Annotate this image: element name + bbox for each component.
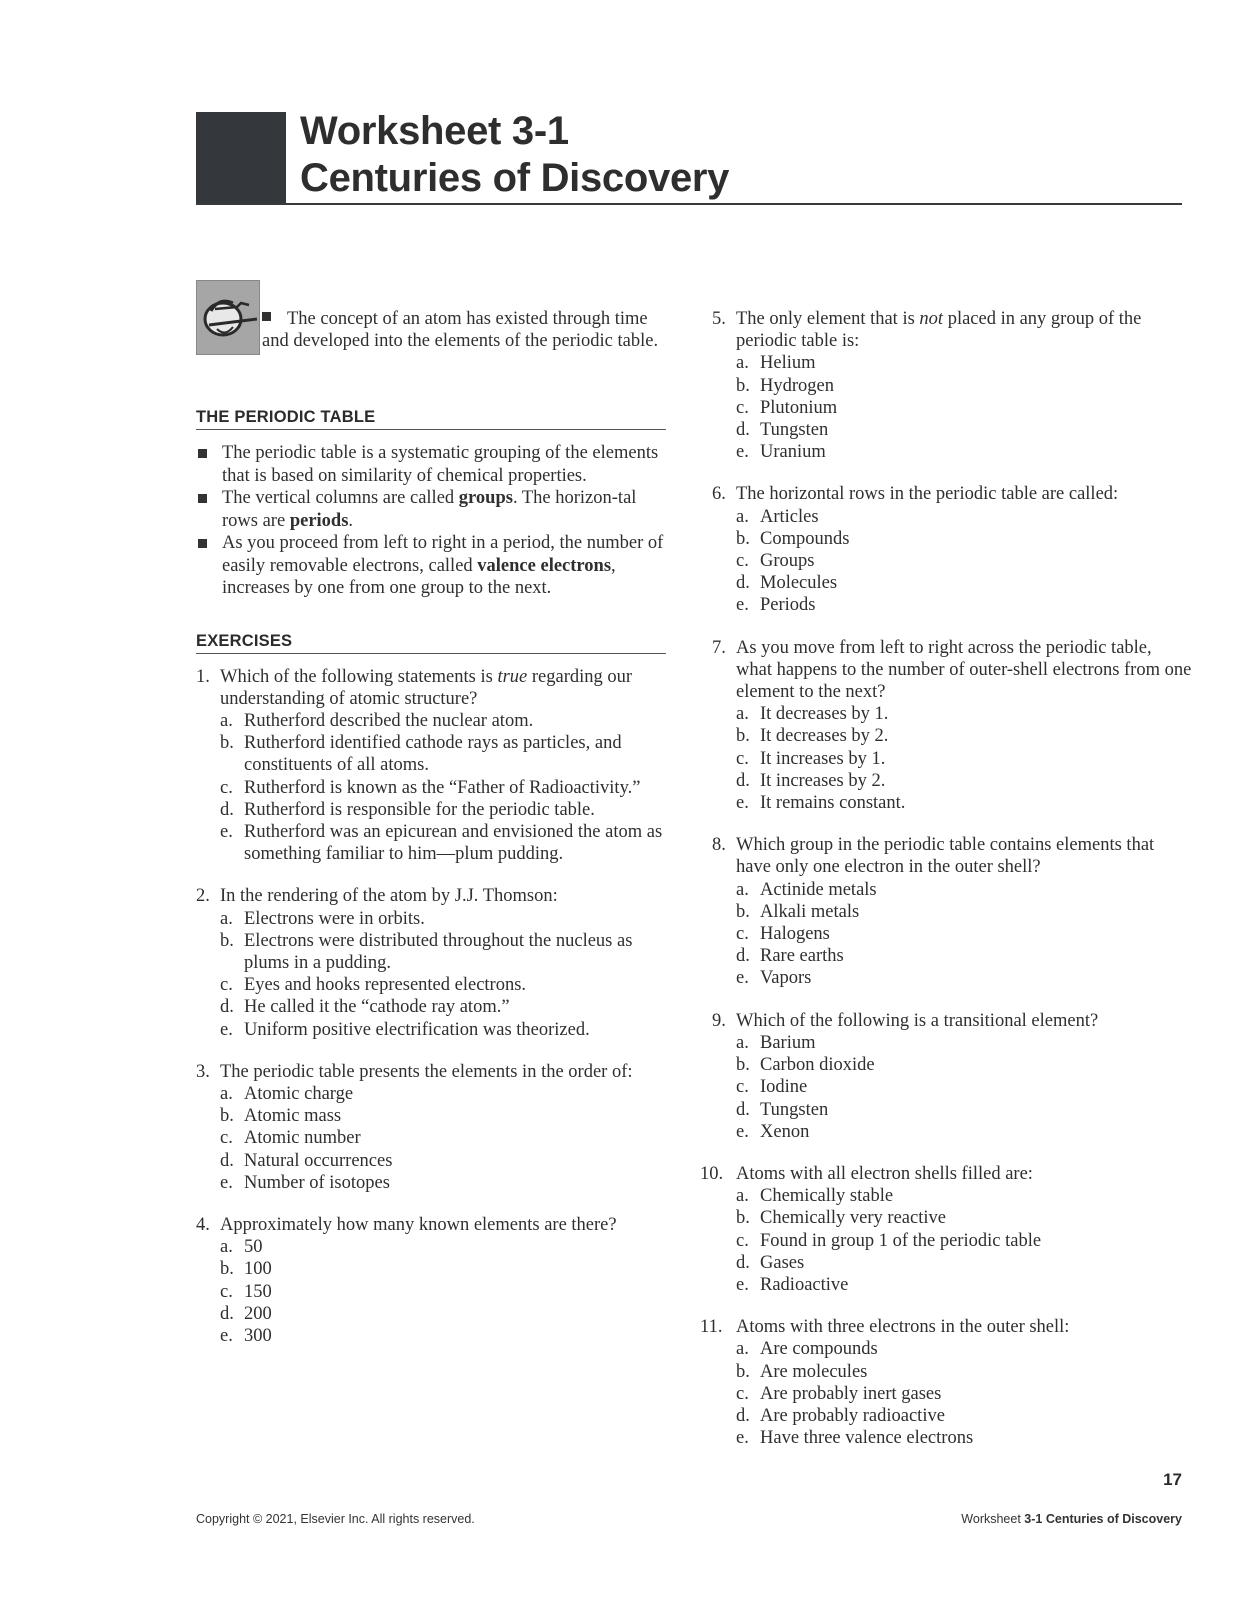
answer-option [736, 879, 1192, 901]
answer-option [220, 799, 666, 821]
answer-option [736, 1383, 1192, 1405]
answer-option [220, 777, 666, 799]
option-letter: c. [736, 397, 749, 418]
answer-option [736, 703, 1192, 725]
answer-option [736, 441, 1192, 463]
option-text: Rutherford identified cathode rays as particles, and constituents of all atoms. [244, 733, 622, 776]
question-9: 9. Which of the following is a transitional element? a. Barium b. Carbon dioxide c. Iodine d. Tungsten e. Xenon [712, 1010, 1192, 1143]
periodic-table-heading: THE PERIODIC TABLE [196, 408, 666, 430]
answer-option [220, 1303, 666, 1325]
option-text: It decreases by 1. [760, 704, 889, 725]
options-list [712, 703, 1192, 814]
option-letter: b. [736, 1361, 750, 1382]
answer-option [736, 1099, 1192, 1121]
option-text: Articles [760, 506, 819, 527]
option-text: It increases by 2. [760, 770, 886, 791]
option-text: Atomic number [244, 1128, 361, 1149]
answer-option [736, 1207, 1192, 1229]
header-rule [196, 203, 1182, 205]
answer-option [220, 1258, 666, 1280]
option-letter: e. [220, 821, 233, 842]
answer-option [736, 1405, 1192, 1427]
option-letter: c. [736, 551, 749, 572]
option-letter: c. [736, 924, 749, 945]
exercises-heading: EXERCISES [196, 632, 666, 654]
option-text: Periods [760, 595, 816, 616]
left-column [196, 280, 666, 1367]
options-list [712, 879, 1192, 990]
answer-option [736, 1054, 1192, 1076]
page-title [300, 108, 1180, 202]
option-letter: d. [220, 1303, 234, 1324]
option-text: Molecules [760, 573, 838, 594]
copyright-notice: Copyright © 2021, Elsevier Inc. All rights reserved. [196, 1512, 475, 1526]
option-text: Have three valence electrons [760, 1428, 974, 1449]
option-letter: c. [736, 1383, 749, 1404]
option-text: Gases [760, 1252, 805, 1273]
option-letter: e. [220, 1325, 233, 1346]
option-letter: a. [736, 506, 749, 527]
question-5: 5. The only element that is not placed in any group of the periodic table is: a. Helium b. Hydrogen c. Plutonium d. Tungsten e. Uranium [712, 308, 1192, 463]
question-4: 4. Approximately how many known elements are there? a. 50 b. 100 c. 150 d. 200 e. 300 [196, 1214, 666, 1347]
answer-option [736, 550, 1192, 572]
option-text: Atomic mass [244, 1106, 342, 1127]
answer-option [220, 996, 666, 1018]
answer-option [220, 1150, 666, 1172]
option-letter: c. [220, 777, 233, 798]
option-letter: a. [736, 1032, 749, 1053]
teacher-icon [196, 280, 260, 355]
option-letter: a. [736, 353, 749, 374]
answer-option [736, 352, 1192, 374]
answer-option [220, 1127, 666, 1149]
option-letter: c. [220, 1281, 233, 1302]
options-list [196, 908, 666, 1041]
question-10: 10. Atoms with all electron shells filled are: a. Chemically stable b. Chemically very reactive c. Found in group 1 of the periodic table d. Gases e. Radioactive [712, 1163, 1192, 1296]
option-text: 50 [244, 1237, 263, 1258]
option-text: Xenon [760, 1121, 810, 1142]
bullet-square-icon [262, 312, 271, 321]
option-text: Are molecules [760, 1361, 868, 1382]
options-list [712, 1032, 1192, 1143]
option-text: 200 [244, 1303, 272, 1324]
option-letter: d. [736, 1099, 750, 1120]
intro-box [196, 280, 666, 408]
option-letter: b. [736, 726, 750, 747]
option-letter: e. [736, 442, 749, 463]
title-line-1: Worksheet 3-1 [300, 109, 569, 153]
periodic-table-bullets [196, 442, 666, 600]
bullet-item: The periodic table is a systematic grouping of the elements that is based on similarity of chemical properties. [196, 442, 666, 487]
option-text: Chemically very reactive [760, 1208, 946, 1229]
options-list [712, 1338, 1192, 1449]
option-letter: b. [220, 930, 234, 951]
option-text: Found in group 1 of the periodic table [760, 1230, 1042, 1251]
answer-option [736, 1230, 1192, 1252]
answer-option [736, 923, 1192, 945]
option-text: Are probably inert gases [760, 1383, 942, 1404]
option-text: Plutonium [760, 397, 838, 418]
answer-option [736, 1121, 1192, 1143]
option-letter: a. [220, 1083, 233, 1104]
question-3: 3. The periodic table presents the elements in the order of: a. Atomic charge b. Atomic mass c. Atomic number d. Natural occurrences e. Number of isotopes [196, 1061, 666, 1194]
options-list [712, 1185, 1192, 1296]
answer-option [736, 1252, 1192, 1274]
question-1: 1. Which of the following statements is true regarding our understanding of atomic structure? a. Rutherford described the nuclear atom. b. Rutherford identified cathode rays as particles, and constituents of all atoms. c. Rutherford is known as the “Father of Radioactivity.” d. Rutherford is responsible for the periodic table. e. Rutherford was an epicurean and envisioned the atom as something familiar to him—plum pudding. [196, 666, 666, 866]
option-letter: b. [736, 901, 750, 922]
option-text: 300 [244, 1325, 272, 1346]
answer-option [220, 1083, 666, 1105]
option-text: Barium [760, 1032, 816, 1053]
option-letter: a. [220, 1237, 233, 1258]
option-letter: c. [736, 1230, 749, 1251]
answer-option [220, 732, 666, 776]
option-text: It increases by 1. [760, 748, 886, 769]
answer-option [736, 397, 1192, 419]
option-text: Carbon dioxide [760, 1055, 875, 1076]
header-color-block [196, 112, 286, 204]
answer-option [220, 1172, 666, 1194]
option-text: It remains constant. [760, 793, 906, 814]
answer-option [736, 594, 1192, 616]
option-letter: a. [736, 704, 749, 725]
question-2: 2. In the rendering of the atom by J.J. Thomson: a. Electrons were in orbits. b. Electrons were distributed throughout the nucleus as plums in a pudding. c. Eyes and hooks represented electrons. d. He called it the “cathode ray atom.” e. Uniform positive electrification was theorized. [196, 885, 666, 1040]
option-text: Uranium [760, 442, 826, 463]
option-letter: e. [220, 1019, 233, 1040]
question-8: 8. Which group in the periodic table contains elements that have only one electron in the outer shell? a. Actinide metals b. Alkali metals c. Halogens d. Rare earths e. Vapors [712, 834, 1192, 989]
option-letter: e. [736, 968, 749, 989]
option-text: Compounds [760, 528, 850, 549]
bullet-item: As you proceed from left to right in a period, the number of easily removable electrons, called valence electrons, increases by one from one group to the next. [196, 532, 666, 600]
answer-option [736, 419, 1192, 441]
option-text: Rutherford was an epicurean and envisioned the atom as something familiar to him—plum pudding. [244, 821, 663, 865]
options-list [712, 506, 1192, 617]
option-letter: c. [220, 975, 233, 996]
answer-option [736, 1361, 1192, 1383]
intro-text: The concept of an atom has existed through time and developed into the elements of the periodic table. [262, 309, 659, 351]
running-footer: Worksheet 3-1 Centuries of Discovery [961, 1512, 1182, 1526]
option-text: Alkali metals [760, 901, 860, 922]
option-letter: d. [736, 420, 750, 441]
option-text: Rare earths [760, 946, 844, 967]
answer-option [736, 1032, 1192, 1054]
answer-option [220, 1236, 666, 1258]
title-line-2: Centuries of Discovery [300, 156, 730, 200]
option-text: Iodine [760, 1077, 808, 1098]
option-text: Tungsten [760, 420, 829, 441]
option-letter: e. [736, 1428, 749, 1449]
answer-option [736, 506, 1192, 528]
option-text: Rutherford is responsible for the periodic table. [244, 799, 595, 820]
option-letter: d. [736, 770, 750, 791]
option-letter: a. [736, 879, 749, 900]
answer-option [220, 1019, 666, 1041]
option-letter: e. [736, 595, 749, 616]
answer-option [220, 1105, 666, 1127]
option-text: Groups [760, 551, 815, 572]
right-column [700, 308, 1192, 1469]
option-letter: e. [736, 1274, 749, 1295]
answer-option [736, 1338, 1192, 1360]
answer-option [736, 375, 1192, 397]
option-letter: c. [736, 1077, 749, 1098]
answer-option [736, 725, 1192, 747]
option-text: Are compounds [760, 1339, 878, 1360]
answer-option [220, 930, 666, 974]
answer-option [736, 901, 1192, 923]
answer-option [220, 908, 666, 930]
bullet-item: The vertical columns are called groups. The horizon-tal rows are periods. [196, 487, 666, 532]
option-letter: d. [736, 1405, 750, 1426]
option-text: Actinide metals [760, 879, 877, 900]
option-letter: d. [220, 1150, 234, 1171]
answer-option [736, 1274, 1192, 1296]
option-text: Helium [760, 353, 816, 374]
option-text: Vapors [760, 968, 812, 989]
option-text: Electrons were distributed throughout the nucleus as plums in a pudding. [244, 930, 633, 973]
option-text: Natural occurrences [244, 1150, 393, 1171]
answer-option [736, 748, 1192, 770]
option-letter: b. [220, 1106, 234, 1127]
answer-option [220, 821, 666, 865]
option-letter: d. [220, 799, 234, 820]
option-text: Rutherford is known as the “Father of Radioactivity.” [244, 777, 641, 798]
option-text: Halogens [760, 924, 830, 945]
answer-option [220, 710, 666, 732]
question-11: 11. Atoms with three electrons in the outer shell: a. Are compounds b. Are molecules c. Are probably inert gases d. Are probably radioactive e. Have three valence electrons [712, 1316, 1192, 1449]
answer-option [220, 974, 666, 996]
option-letter: b. [220, 733, 234, 754]
option-letter: d. [220, 997, 234, 1018]
option-letter: b. [220, 1259, 234, 1280]
option-letter: c. [220, 1128, 233, 1149]
answer-option [736, 1427, 1192, 1449]
answer-option [220, 1325, 666, 1347]
question-7: 7. As you move from left to right across the periodic table, what happens to the number of outer-shell electrons from one element to the next? a. It decreases by 1. b. It decreases by 2. c. It increases by 1. d. It increases by 2. e. It remains constant. [712, 637, 1192, 814]
answer-option [736, 792, 1192, 814]
option-text: Hydrogen [760, 375, 834, 396]
option-text: Rutherford described the nuclear atom. [244, 710, 534, 731]
option-text: Chemically stable [760, 1186, 894, 1207]
answer-option [220, 1281, 666, 1303]
answer-option [736, 528, 1192, 550]
option-letter: d. [736, 946, 750, 967]
option-letter: e. [736, 793, 749, 814]
answer-option [736, 572, 1192, 594]
question-6: 6. The horizontal rows in the periodic table are called: a. Articles b. Compounds c. Groups d. Molecules e. Periods [712, 483, 1192, 616]
option-text: 100 [244, 1259, 272, 1280]
option-text: It decreases by 2. [760, 726, 889, 747]
option-letter: c. [736, 748, 749, 769]
option-text: 150 [244, 1281, 272, 1302]
options-list [712, 352, 1192, 463]
option-text: Uniform positive electrification was theorized. [244, 1019, 590, 1040]
bullet-square-icon [198, 494, 207, 503]
options-list [196, 1236, 666, 1347]
bullet-square-icon [198, 539, 207, 548]
option-letter: d. [736, 573, 750, 594]
option-text: Radioactive [760, 1274, 849, 1295]
answer-option [736, 967, 1192, 989]
option-text: Electrons were in orbits. [244, 908, 425, 929]
option-letter: a. [736, 1339, 749, 1360]
option-text: Atomic charge [244, 1083, 354, 1104]
option-text: He called it the “cathode ray atom.” [244, 997, 510, 1018]
page-number: 17 [1163, 1470, 1182, 1489]
options-list [196, 710, 666, 865]
answer-option [736, 1185, 1192, 1207]
option-letter: a. [736, 1186, 749, 1207]
option-text: Number of isotopes [244, 1172, 390, 1193]
answer-option [736, 1076, 1192, 1098]
option-letter: a. [220, 710, 233, 731]
option-text: Are probably radioactive [760, 1405, 945, 1426]
option-letter: b. [736, 1208, 750, 1229]
answer-option [736, 770, 1192, 792]
option-letter: b. [736, 1055, 750, 1076]
option-letter: b. [736, 528, 750, 549]
bullet-square-icon [198, 449, 207, 458]
options-list [196, 1083, 666, 1194]
answer-option [736, 945, 1192, 967]
option-text: Eyes and hooks represented electrons. [244, 975, 527, 996]
option-letter: a. [220, 908, 233, 929]
option-letter: e. [220, 1172, 233, 1193]
option-letter: e. [736, 1121, 749, 1142]
option-text: Tungsten [760, 1099, 829, 1120]
option-letter: b. [736, 375, 750, 396]
option-letter: d. [736, 1252, 750, 1273]
